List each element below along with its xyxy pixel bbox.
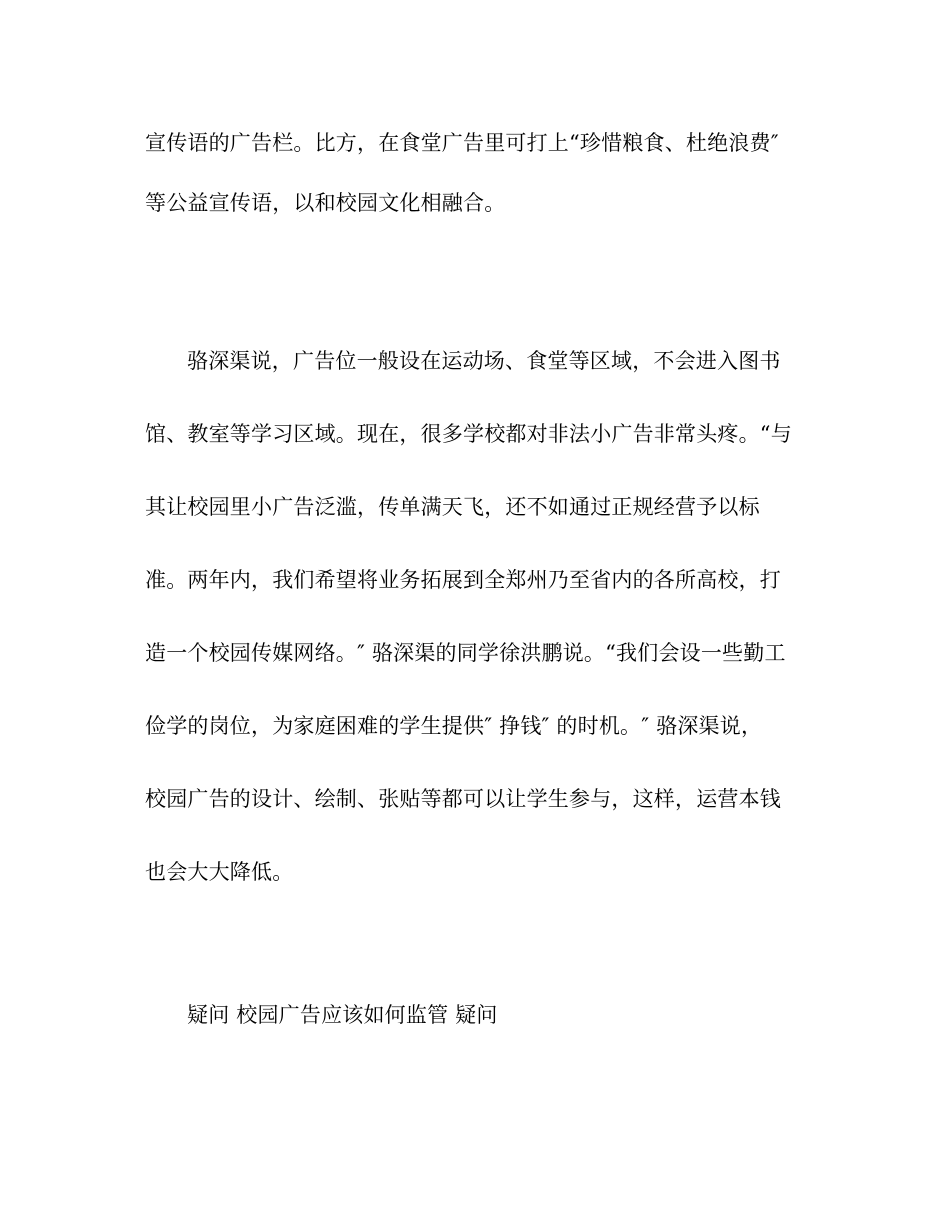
- section-heading: 疑问 校园广告应该如何监管 疑问: [187, 1003, 498, 1027]
- paragraph-2-line-5: 造一个校园传媒网络。″ 骆深渠的同学徐洪鹏说。“我们会设一些勤工: [145, 641, 786, 665]
- paragraph-1-line-2: 等公益宣传语，以和校园文化相融合。: [145, 191, 506, 215]
- paragraph-2-line-4: 准。两年内，我们希望将业务拓展到全郑州乃至省内的各所高校，打: [145, 568, 781, 592]
- paragraph-2-line-3: 其让校园里小广告泛滥，传单满天飞，还不如通过正规经营予以标: [145, 495, 760, 519]
- paragraph-2-line-8: 也会大大降低。: [145, 860, 294, 884]
- paragraph-2-line-2: 馆、教室等学习区域。现在，很多学校都对非法小广告非常头疼。“与: [145, 422, 792, 446]
- paragraph-1-line-1: 宣传语的广告栏。比方，在食堂广告里可打上“珍惜粮食、杜绝浪费″: [145, 131, 779, 155]
- paragraph-2-line-1: 骆深渠说，广告位一般设在运动场、食堂等区域，不会进入图书: [187, 349, 781, 373]
- paragraph-2-line-6: 俭学的岗位，为家庭困难的学生提供″ 挣钱″ 的时机。″ 骆深渠说，: [145, 714, 763, 738]
- paragraph-2-line-7: 校园广告的设计、绘制、张贴等都可以让学生参与，这样，运营本钱: [145, 787, 781, 811]
